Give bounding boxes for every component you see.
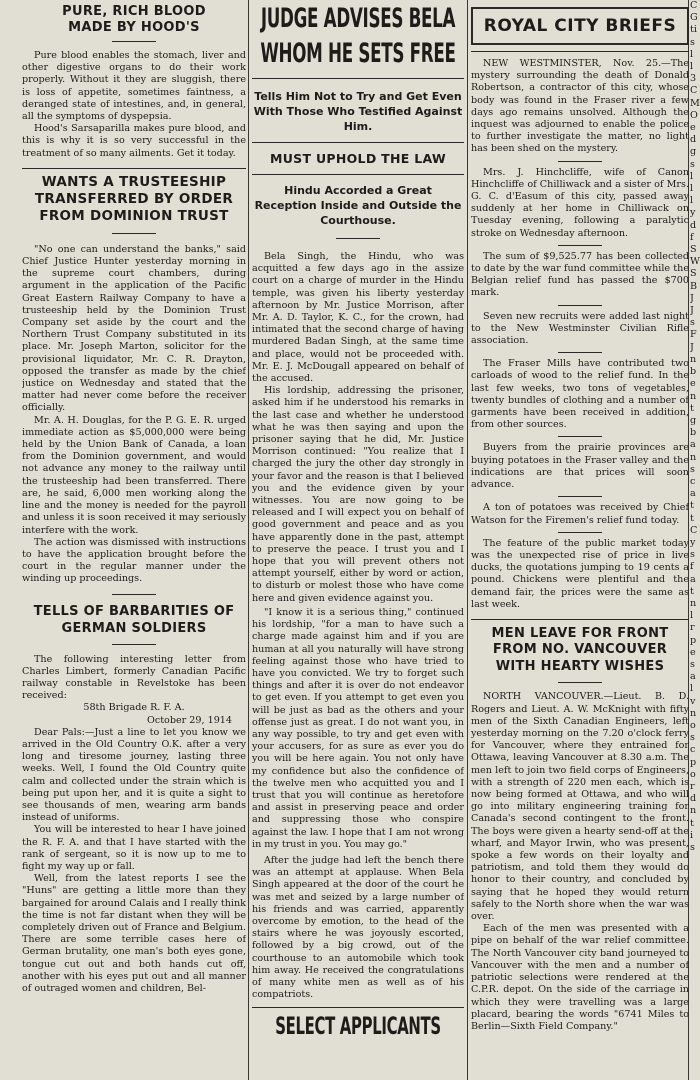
cropped-text-fragment: n — [690, 353, 697, 365]
cropped-text-fragment: e — [690, 378, 696, 390]
cropped-text-fragment: f — [690, 231, 694, 243]
cropped-text-fragment: f — [690, 561, 694, 573]
cropped-text-fragment: s — [690, 36, 695, 48]
cropped-text-fragment: l — [690, 48, 694, 60]
main-headline: JUDGE ADVISES BELA — [260, 3, 456, 34]
cropped-text-fragment: d — [690, 793, 697, 805]
cropped-text-fragment: J — [690, 292, 694, 304]
letter-date: October 29, 1914 — [146, 714, 232, 726]
cropped-text-fragment: ti — [690, 24, 697, 36]
cropped-text-fragment: r — [690, 622, 695, 634]
cropped-text-fragment: F — [690, 329, 697, 341]
cropped-text-fragment: s — [690, 549, 695, 561]
article-paragraph: His lordship, addressing the prisoner, asked him if he understood his remarks in the last case and whether he understood what he was then saying and upon the prisoner saying that he did, Mr. Justice Morrison continued: "You realize that I charged the jury the other day strongly in your favor and the reason is that I believed you and the evidence given by your witnesses. You are now going to be released and I will expect you on behalf of good government and peace and as you have apparently done in the past, attempt to preserve the peace. I trust you and I hope that you will prevent others not attempt yourself, either by word or action, to disturb or molest those who have come here and given evidence against you. — [252, 385, 464, 604]
cropped-text-fragment: W — [690, 256, 700, 268]
cropped-text-fragment: s — [690, 842, 695, 854]
column-3 — [471, 0, 689, 1080]
divider — [558, 682, 602, 683]
cropped-text-fragment: y — [690, 207, 696, 219]
brief: NEW WESTMINSTER, Nov. 25.—The mystery surrounding the death of Donald Robertson, a contractor of this city, whose body was found in the Fraser river a few days ago remains unsolved. Although the inquest was adjourned to enable the police to further investigate the matter, no light has been shed on the mystery. — [471, 58, 689, 155]
article-paragraph: After the judge had left the bench there was an attempt at applause. When Bela Singh appeared at the door of the court he was met and seized by a large number of his friends and was carried, apparently overcome by emotion, to the head of the stairs where he was joyously escorted, followed by a big crowd, out of the courthouse to an automobile which took him away. He received the congratulations of many white men as well as of his compatriots. — [252, 854, 464, 1001]
cropped-text-fragment: B — [690, 280, 698, 292]
cropped-text-fragment: C — [690, 85, 698, 97]
divider — [22, 168, 246, 169]
divider — [112, 644, 156, 645]
article-paragraph: NORTH VANCOUVER.—Lieut. B. D. Rogers and Lieut. A. W. McKnight with fifty men of the Sixth Canadian Engineers, left yesterday morning on the 7.20 o'clock ferry for Vancouver, where they entrained for Ottawa, leaving Vancouver at 8.30 a.m. The men left to join two field corps of Engineers, with a strength of 220 men each, which is now being formed at Ottawa, and who will go into military engineering training for Canada's second contingent to the front. The boys were given a hearty send-off at the wharf, and Mayor Irwin, who was present, spoke a few words on their loyalty and patriotism, and told them they would do honor to their country, and concluded by saying that he hoped they would return safely to the North shore when the war was over. — [471, 691, 689, 923]
cropped-text-fragment: O — [690, 109, 698, 121]
divider — [336, 238, 380, 239]
cropped-text-fragment: t — [690, 585, 694, 597]
ad-headline: MADE BY HOOD'S — [68, 20, 200, 35]
brief: A ton of potatoes was received by Chief Watson for the Firemen's relief fund today. — [471, 502, 689, 526]
divider — [471, 51, 689, 52]
cropped-text-fragment: p — [690, 756, 697, 768]
cropped-text-fragment: s — [690, 732, 695, 744]
divider — [112, 41, 156, 42]
cropped-text-fragment: J — [690, 341, 694, 353]
cropped-text-fragment: l — [690, 610, 694, 622]
cropped-text-fragment: l — [690, 683, 694, 695]
cropped-text-fragment: 3 — [690, 73, 697, 85]
cropped-text-fragment: i — [690, 829, 694, 841]
article-paragraph: The following interesting letter from Charles Limbert, formerly Canadian Pacific railway constable in Revelstoke has been received: — [22, 653, 246, 702]
deck: Tells Him Not to Try and Get Even With Those Who Testified Against Him. — [253, 90, 463, 133]
ad-body: Pure blood enables the stomach, liver and other digestive organs to do their work properly. Without it they are sluggish, there is loss of appetite, sometimes faintness, a deranged state of intestines, and, in general, all the symptoms of dyspepsia. — [22, 50, 246, 123]
brief: Mrs. J. Hinchcliffe, wife of Canon Hinchcliffe of Chilliwack and a sister of Mrs. G. C. d'Easum of this city, passed away suddenly at her home in Chilliwack on Tuesday evening, following a paralytic stroke on Wednesday afternoon. — [471, 166, 689, 239]
next-headline: SELECT APPLICANTS — [275, 1012, 441, 1041]
cropped-text-fragment: e — [690, 122, 696, 134]
cropped-text-fragment: g — [690, 414, 697, 426]
brief: Seven new recruits were added last night to the New Westminster Civilian Rifle association. — [471, 310, 689, 347]
column-divider — [467, 0, 468, 1080]
cropped-text-fragment: n — [690, 805, 697, 817]
cropped-text-fragment: a — [690, 439, 696, 451]
brief: Buyers from the prairie provinces are buying potatoes in the Fraser valley and the indications are that prices will soon advance. — [471, 442, 689, 491]
article-paragraph: Bela Singh, the Hindu, who was acquitted a few days ago in the assize court on a charge of murder in the Hindu temple, was given his liberty yesterday afternoon by Mr. Justice Morrison, after Mr. A. D. Taylor, K. C., for the crown, had intimated that the second charge of having murdered Badan Singh, at the same time and place, would not be proceeded with. Mr. E. J. McDougall appeared on behalf of the accused. — [252, 251, 464, 385]
article-headline: WANTS A TRUSTEESHIP TRANSFERRED BY ORDER FROM DOMINION TRUST — [34, 173, 234, 224]
main-headline: WHOM HE SETS FREE — [260, 38, 456, 69]
ad-body: Hood's Sarsaparilla makes pure blood, and this is why it is so very successful in the treatment of so many ailments. Get it today. — [22, 123, 246, 159]
article-headline: TELLS OF BARBARITIES OF GERMAN SOLDIERS — [33, 603, 235, 636]
cropped-text-fragment: n — [690, 390, 697, 402]
cropped-text-fragment: r — [690, 781, 695, 792]
cropped-text-fragment: b — [690, 366, 697, 378]
cropped-text-fragment: S — [690, 268, 697, 280]
column-divider — [248, 0, 249, 1080]
cropped-text-fragment: p — [690, 634, 697, 646]
cropped-text-fragment: o — [690, 719, 696, 731]
cropped-text-fragment: n — [690, 707, 697, 719]
cropped-text-fragment: G — [690, 12, 698, 24]
cropped-text-fragment: n — [690, 451, 697, 463]
cropped-text-fragment: l — [690, 61, 694, 73]
cropped-text-fragment: a — [690, 573, 696, 585]
cropped-text-fragment: d — [690, 134, 697, 146]
article-paragraph: Dear Pals:—Just a line to let you know we arrived in the Old Country O.K. after a very long and tiresome journey, lasting three weeks. Well, I found the Old Country quite calm and collected under the strain which is being put upon her, and it is quite a sight to see thousands of men, wearing arm bands instead of uniforms. — [22, 726, 246, 824]
article-paragraph: "I know it is a serious thing," continued his lordship, "for a man to have such a charge made against him and if you are human at all you naturally will have strong feeling against those who have tried to have you convicted. We try to forget such things and after it is over do not endeavor to get even. If you attempt to get even you will be just as bad as the others and your offense just as great. I do not want you, in any way possible, to try and get even with your accusers, for as sure as ever you do you will be here again. You not only have my confidence but also the confidence of the twelve men who acquitted you and I trust that you will continue as heretofore and assist in preserving peace and order and suppressing those who conspire against the law. I hope that I am not wrong in my trust in you. You may go." — [252, 606, 464, 850]
cropped-text-fragment: c — [690, 744, 696, 756]
cropped-text-fragment: t — [690, 512, 694, 524]
cropped-text-fragment: C — [690, 524, 698, 536]
article-headline: MEN LEAVE FOR FRONT FROM NO. VANCOUVER WITH HEARTY WISHES — [491, 625, 669, 674]
deck: MUST UPHOLD THE LAW — [269, 151, 446, 166]
cropped-text-fragment: v — [690, 695, 696, 707]
cropped-text-fragment: o — [690, 768, 696, 780]
article-paragraph: You will be interested to hear I have joined the R. F. A. and that I have started with the rank of sergeant, so it is now up to me to fight my way up or fall. — [22, 824, 246, 872]
cropped-text-fragment: s — [690, 463, 695, 475]
column-1 — [22, 0, 246, 1080]
divider — [558, 161, 602, 162]
cropped-text-fragment: t — [690, 402, 694, 414]
cropped-text-fragment: g — [690, 146, 697, 158]
cropped-text-fragment: t — [690, 500, 694, 512]
section-title: ROYAL CITY BRIEFS — [471, 7, 689, 45]
divider — [558, 305, 602, 306]
brief: The sum of $9,525.77 has been collected to date by the war fund committee while the Belgian relief fund has passed the $700 mark. — [471, 250, 689, 299]
cropped-text-fragment: a — [690, 488, 696, 500]
cropped-text-fragment: s — [690, 317, 695, 329]
ad-headline: PURE, RICH BLOOD — [62, 4, 206, 19]
divider — [252, 142, 464, 143]
cropped-text-fragment: t — [690, 817, 694, 829]
cropped-text-fragment: n — [690, 597, 697, 609]
cropped-text-fragment: J — [690, 305, 694, 317]
cropped-text-fragment: y — [690, 536, 696, 548]
cropped-text-fragment: l — [690, 170, 694, 182]
cropped-text-fragment: b — [690, 427, 697, 439]
divider — [112, 594, 156, 595]
divider — [558, 436, 602, 437]
deck: Hindu Accorded a Great Reception Inside and Outside the Courthouse. — [254, 184, 462, 227]
column-2 — [252, 0, 464, 1080]
cropped-text-fragment: a — [690, 671, 696, 683]
divider — [112, 233, 156, 234]
divider — [252, 78, 464, 79]
cropped-text-fragment: s — [690, 658, 695, 670]
divider — [558, 496, 602, 497]
divider — [558, 532, 602, 533]
column-4-cropped — [690, 0, 700, 1080]
article-paragraph: Well, from the latest reports I see the "Huns" are getting a little more than they bargained for around Calais and I really think the time is not far distant when they will be completely driven out of France and Belgium. There are some terrible cases here of German brutality, one man's both eyes gone, tongue cut out and both hands cut off, another with his eyes put out and all manner of outraged women and children, Bel- — [22, 873, 246, 994]
divider — [471, 619, 689, 620]
divider — [558, 352, 602, 353]
cropped-text-fragment: s — [690, 158, 695, 170]
cropped-text-fragment: l — [690, 183, 694, 195]
cropped-text-fragment: e — [690, 646, 696, 658]
cropped-text-fragment: S — [690, 244, 697, 256]
article-paragraph: Each of the men was presented with a pipe on behalf of the war relief committee. The North Vancouver city band journeyed to Vancouver with the men and a number of patriotic selections were rendered at the C.P.R. depot. On the side of the carriage in which they were travelling was a large placard, bearing the words "6741 Miles to Berlin—Sixth Field Company." — [471, 923, 689, 1032]
article-paragraph: "No one can understand the banks," said Chief Justice Hunter yesterday morning in the supreme court chambers, during argument in the application of the Pacific Great Eastern Railway Company to have a trusteeship held by the Dominion Trust Company set aside by the court and the Northern Trust Company substituted in its place. Mr. Joseph Marton, solicitor for the provisional liquidator, Mr. C. R. Drayton, opposed the transfer as made by the chief justice on Wednesday and stated that the matter had never come before the receiver officially. — [22, 243, 246, 414]
article-paragraph: The action was dismissed with instructions to have the application brought before the court in the regular manner under the winding up proceedings. — [22, 536, 246, 585]
cropped-text-fragment: M — [690, 97, 700, 109]
divider — [252, 1007, 464, 1008]
cropped-text-fragment: C — [690, 0, 698, 11]
brief: The feature of the public market today was the unexpected rise of price in live ducks, the quotations jumping to 19 cents a pound. Chickens were plentiful and the demand fair, the prices were the same as last week. — [471, 537, 689, 610]
cropped-text-fragment: l — [690, 195, 694, 207]
cropped-text-fragment: c — [690, 475, 696, 487]
divider — [252, 174, 464, 175]
letter-unit: 58th Brigade R. F. A. — [83, 702, 185, 714]
brief: The Fraser Mills have contributed two carloads of wood to the relief fund. In the last few weeks, two tons of vegetables, twenty bundles of clothing and a number of garments have been received in addition, from other sources. — [471, 358, 689, 431]
article-paragraph: Mr. A. H. Douglas, for the P. G. E. R. urged immediate action as $5,000,000 were being held by the Union Bank of Canada, a loan from the Dominion government, and would not advance any money to the railway until the trusteeship had been transferred. There are, he said, 6,000 men working along the line and the money is needed for the payroll and unless it is soon received it may seriously interfere with the work. — [22, 414, 246, 536]
cropped-text-fragment: d — [690, 219, 697, 231]
divider — [558, 245, 602, 246]
